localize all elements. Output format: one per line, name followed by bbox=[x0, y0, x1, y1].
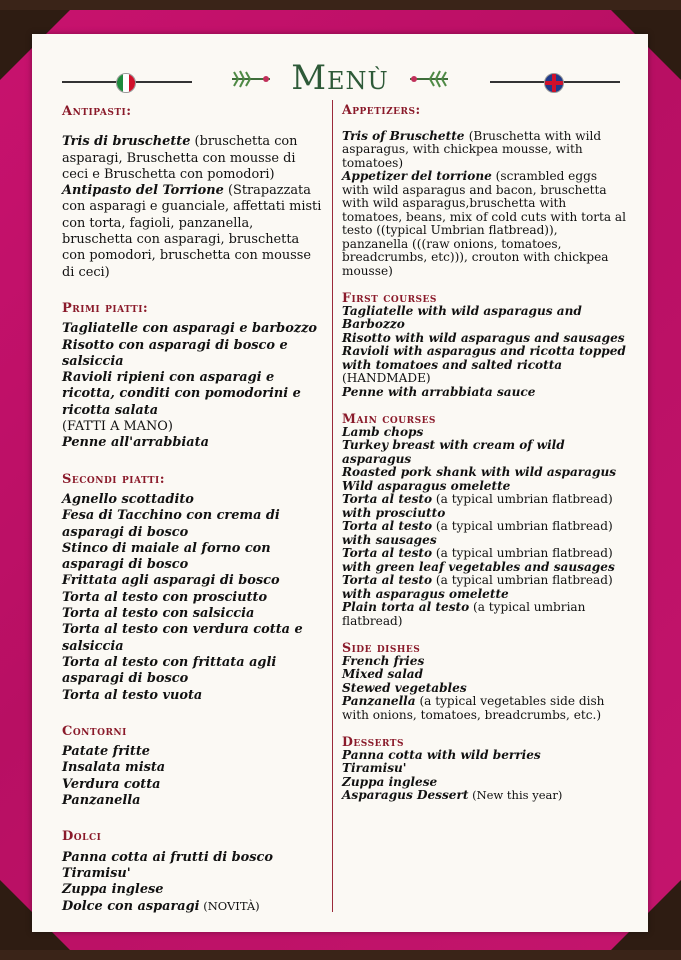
menu-item: Turkey breast with cream of wild asparagus bbox=[342, 438, 565, 466]
menu-item: Torta al testo con frittata agli asparagi di bosco bbox=[62, 654, 277, 687]
menu-item: Torta al testo vuota bbox=[62, 687, 203, 703]
menu-item: Mixed salad bbox=[342, 667, 424, 681]
menu-item: Agnello scottadito bbox=[62, 491, 194, 507]
menu-item: Tris of Bruschette (Bruschetta with wild asparagus, with chickpea mousse, with tomatoes) bbox=[342, 128, 602, 170]
menu-item: Ravioli ripieni con asparagi e ricotta, conditi con pomodorini e ricotta salata bbox=[62, 370, 301, 418]
menu-item: Appetizer del torrione (scrambled eggs with wild asparagus and bacon, bruschetta with wild asparagus,bruschetta with tomatoes, beans, mix of cold cuts with torta al testo ((typical Umbrian flatbread)), panzanella (((raw onions, tomatoes, breadcrumbs, etc))), crouton with chickpea mousse) bbox=[342, 169, 627, 278]
section-heading-desserts: Desserts bbox=[342, 734, 404, 749]
section-heading-contorni: Contorni bbox=[62, 723, 127, 739]
menu-item: Tiramisu' bbox=[62, 865, 131, 881]
menu-item: Torta al testo (a typical umbrian flatbread) with green leaf vegetables and sausages bbox=[342, 546, 615, 574]
menu-item: Tris di bruschette (bruschetta con asparagi, Bruschetta con mousse di ceci e Bruschetta con pomodori) bbox=[62, 134, 298, 182]
menu-item: Torta al testo (a typical umbrian flatbread) with asparagus omelette bbox=[342, 573, 613, 601]
uk-flag-icon bbox=[544, 73, 564, 93]
section-heading-appetizers: Appetizers: bbox=[342, 102, 421, 117]
menu-item: Zuppa inglese bbox=[342, 774, 438, 789]
menu-item: Ravioli with asparagus and ricotta topped with tomatoes and salted ricotta bbox=[342, 344, 626, 372]
menu-item: Tagliatelle with wild asparagus and Barbozzo bbox=[342, 303, 582, 331]
menu-item: Risotto con asparagi di bosco e salsiccia bbox=[62, 337, 288, 369]
menu-item-note: (HANDMADE) bbox=[342, 371, 431, 385]
menu-paper bbox=[32, 34, 648, 932]
menu-item: Tagliatelle con asparagi e barbozzo bbox=[62, 321, 318, 337]
menu-item: Dolce con asparagi (NOVITÀ) bbox=[62, 899, 260, 915]
menu-item: Torta al testo (a typical umbrian flatbread) with sausages bbox=[342, 519, 613, 547]
menu-item: Torta al testo con salsiccia bbox=[62, 606, 255, 622]
menu-item: Plain torta al testo (a typical umbrian flatbread) bbox=[342, 600, 586, 628]
menu-item: Penne with arrabbiata sauce bbox=[342, 384, 536, 399]
menu-item: Torta al testo con verdura cotta e salsiccia bbox=[62, 622, 303, 654]
menu-item: Torta al testo (a typical umbrian flatbread) with prosciutto bbox=[342, 492, 613, 520]
menu-item: Risotto with wild asparagus and sausages bbox=[342, 330, 625, 345]
menu-item: Fesa di Tacchino con crema di asparagi di bosco bbox=[62, 508, 280, 540]
menu-item: Verdura cotta bbox=[62, 776, 161, 792]
menu-item: Panzanella (a typical vegetables side dish with onions, tomatoes, breadcrumbs, etc.) bbox=[342, 694, 605, 722]
column-divider bbox=[332, 100, 333, 912]
menu-item: Frittata agli asparagi di bosco bbox=[62, 573, 280, 589]
menu-item: Patate fritte bbox=[62, 744, 150, 760]
asparagus-sprig-icon bbox=[406, 66, 450, 92]
menu-item: Stinco di maiale al forno con asparagi di bosco bbox=[62, 540, 271, 573]
section-heading-first-courses: First courses bbox=[342, 290, 437, 305]
menu-item: Panna cotta with wild berries bbox=[342, 747, 541, 762]
section-heading-dolci: Dolci bbox=[62, 829, 102, 845]
english-menu-column bbox=[342, 104, 627, 803]
menu-item: Insalata mista bbox=[62, 760, 166, 776]
menu-item: Antipasto del Torrione (Strapazzata con asparagi e guanciale, affettati misti con torta, fagioli, panzanella, bruschetta con asparagi, bruschetta con pomodori, bruschetta con mousse di ceci) bbox=[62, 183, 322, 280]
section-heading-side-dishes: Side dishes bbox=[342, 640, 421, 655]
menu-item: Roasted pork shank with wild asparagus bbox=[342, 465, 617, 479]
section-heading-main-courses: Main courses bbox=[342, 411, 436, 426]
menu-item: Tiramisu' bbox=[342, 761, 407, 775]
menu-item: Panzanella bbox=[62, 792, 141, 808]
section-heading-secondi: Secondi piatti: bbox=[62, 471, 166, 487]
menu-item: Panna cotta ai frutti di bosco bbox=[62, 849, 273, 865]
menu-item: Penne all'arrabbiata bbox=[62, 435, 209, 451]
section-heading-primi: Primi piatti: bbox=[62, 300, 149, 316]
menu-item-note: (FATTI A MANO) bbox=[62, 419, 173, 435]
menu-item: Lamb chops bbox=[342, 424, 424, 439]
italian-menu-column bbox=[62, 104, 324, 916]
menu-item: Zuppa inglese bbox=[62, 882, 164, 898]
menu-item: Wild asparagus omelette bbox=[342, 478, 511, 493]
section-heading-antipasti: Antipasti: bbox=[62, 104, 132, 119]
asparagus-sprig-icon bbox=[230, 66, 274, 92]
menu-item: Torta al testo con prosciutto bbox=[62, 589, 268, 605]
menu-title: Menù bbox=[291, 58, 389, 98]
menu-header bbox=[32, 54, 648, 104]
menu-item: Asparagus Dessert (New this year) bbox=[342, 788, 563, 802]
menu-item: Stewed vegetables bbox=[342, 680, 467, 695]
menu-item: French fries bbox=[342, 653, 425, 668]
